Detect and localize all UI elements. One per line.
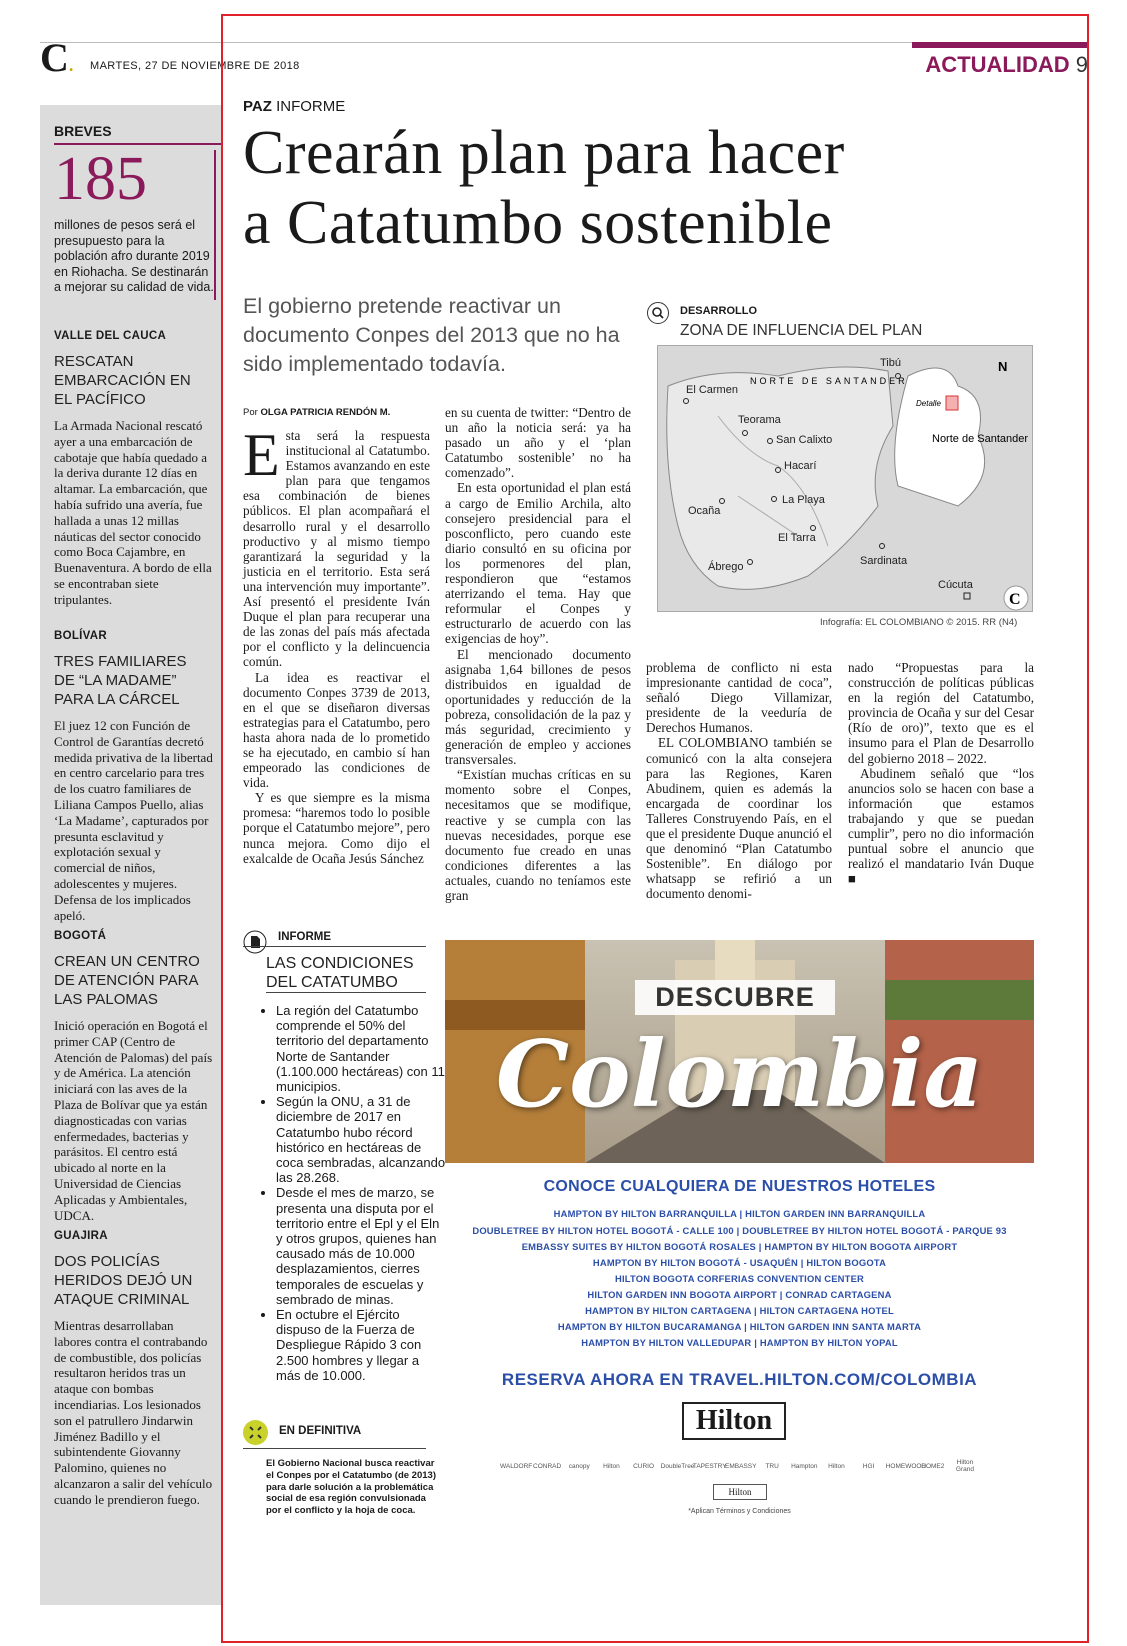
brief-headline: CREAN UN CENTRO DE ATENCIÓN PARA LAS PALOMAS [54,953,200,1008]
list-item: • Según la ONU, a 31 de diciembre de 2017 en Catatumbo hubo récord histórico en hectáreas de coca sembradas, alcanzando las 28.268. [276,1094,446,1185]
brief-region: BOGOTÁ [54,930,107,942]
brief-headline: TRES FAMILIARES DE “LA MADAME” PARA LA CÁRCEL [54,653,187,708]
informe-list [262,1003,446,1383]
number-caption: millones de pesos será el presupuesto para la población afro durante 2019 en Riohacha. Se destinarán a mejorar su calidad de vida. [54,218,214,294]
hilton-logo-small: Hilton [713,1484,767,1500]
list-item: • La región del Catatumbo comprende el 50% del territorio del departamento Norte de Santander (1.100.000 hectáreas) con 11 municipios. [276,1003,446,1094]
place-label: Ocaña [688,505,721,517]
brand-logo: EMBASSY [724,1462,757,1470]
definitiva-text: El Gobierno Nacional busca reactivar el Conpes por el Catatumbo (de 2013) para darle solución a la problemática social de esa región convulsionada por el conflicto y la hoja de coca. [266,1458,436,1517]
ad-hotel-line: HAMPTON BY HILTON VALLEDUPAR | HAMPTON BY HILTON YOPAL [581,1337,898,1348]
brief-body: Inició operación en Bogotá el primer CAP (Centro de Atención de Palomas) del país y de América. La atención iniciará con las aves de la Plaza de Bolívar que ya están diagnosticadas con varias enfermedades, bacterias y parásitos. El centro está ubicado al norte en la Universidad de Ciencias Aplicadas y Ambientales, UDCA. [54,1018,213,1223]
ad-descubre: DESCUBRE [635,980,835,1015]
ad-hotel-line: HAMPTON BY HILTON BUCARAMANGA | HILTON GARDEN INN SANTA MARTA [557,1321,922,1332]
hilton-logo: Hilton [682,1402,786,1440]
document-icon [243,930,267,959]
brand-logo: HGI [862,1462,875,1470]
north-label: N [998,359,1008,374]
map-graphic [658,346,1034,613]
brief-headline: DOS POLICÍAS HERIDOS DEJÓ UN ATAQUE CRIMINAL [54,1253,193,1308]
place-label: Sardinata [860,555,908,567]
place-label: Ábrego [708,561,744,573]
ad-hotel-line: HAMPTON BY HILTON CARTAGENA | HILTON CARTAGENA HOTEL [585,1305,894,1316]
article-column-4: nado “Propuestas para la construcción de políticas públicas en la región del Catatumbo, provincia de Ocaña y sur del Cesar (Río de oro)”, texto que es el insumo para el Plan de Desarrollo del gobierno 2018 – 2022. Abudinem señaló que “los anuncios solo se hacen con base a información que estamos trabajando y que se puedan cumplir”, pero no dio información puntual sobre el anuncio que realizó el mandatario Iván Duque ■ [848,660,1034,887]
ad-reserva-link[interactable]: RESERVA AHORA EN TRAVEL.HILTON.COM/COLOMBIA [501,1370,978,1389]
article-deck: El gobierno pretende reactivar un documento Conpes del 2013 que no ha sido implementado todavía. [243,294,620,376]
brand-logos [500,1453,980,1479]
brief-region: BOLÍVAR [54,630,107,642]
place-label: San Calixto [776,434,833,446]
brand-logo: CONRAD [533,1462,562,1470]
list-item: • En octubre el Ejército dispuso de la Fuerza de Despliegue Rápido 3 con 2.500 hombres y llegar a más de 10.000. [276,1307,446,1383]
region-label: NORTE DE SANTANDER [750,376,908,386]
ad-hotel-line: DOUBLETREE BY HILTON HOTEL BOGOTÁ - CALLE 100 | DOUBLETREE BY HILTON HOTEL BOGOTÁ - PARQUE 93 [472,1225,1007,1236]
brand-logo: TAPESTRY [692,1462,727,1470]
informe-rule [243,946,426,947]
place-label: Cúcuta [938,579,973,591]
drop-cap: E [243,422,280,488]
ad-hotel-line: HILTON GARDEN INN BOGOTA AIRPORT | CONRAD CARTAGENA [587,1289,892,1300]
brief-region: GUAJIRA [54,1230,108,1242]
place-label: Hacarí [784,460,817,472]
brand-logo: HOME2 [921,1462,945,1470]
informe-title: LAS CONDICIONES DEL CATATUMBO [266,955,414,991]
article-headline: Crearán plan para hacer a Catatumbo sostenible [243,119,845,257]
article-kicker: PAZ INFORME [243,98,346,115]
article-column-3: problema de conflicto ni esta impresionante cantidad de coca”, señaló Diego Villamizar, presidente de la veeduría de Derechos Humanos. EL COLOMBIANO también se comunicó con la alta consejera para las Regiones, Karen Abudinem, quien es además la encargada de coordinar los Talleres Construyendo País, en el que el presidente Duque anunció el que denominó “Plan Catatumbo Sostenible”. En diálogo por whatsapp se refirió a un documento denomi- [646,660,832,902]
place-label: Tibú [880,357,901,369]
page-number: 9 [1075,52,1088,77]
brand-logo: HOMEWOOD [885,1462,927,1470]
section-title: ACTUALIDAD 9 [925,52,1088,77]
map-kicker: DESARROLLO [680,305,757,317]
brand-logo: TRU [765,1462,779,1470]
map-logo: C [1009,591,1021,608]
ad-hotel-line: HAMPTON BY HILTON BARRANQUILLA | HILTON GARDEN INN BARRANQUILLA [553,1208,926,1219]
ad-terms: *Aplican Términos y Condiciones [688,1508,791,1515]
brand-logo: Hilton [603,1462,620,1470]
brand-logo: canopy [568,1462,590,1470]
brand-logo: Hampton [791,1462,818,1470]
brand-logo: Hilton Grand [955,1459,974,1473]
brief-region: VALLE DEL CAUCA [54,330,167,342]
list-item: • Desde el mes de marzo, se presenta una disputa por el territorio entre el Epl y el Eln y otros grupos, quienes han causado más de 10.000 desplazamientos, cierres temporales de escuelas y sembrado de minas. [276,1185,446,1307]
informe-kicker: INFORME [278,931,332,943]
region-map [657,345,1033,612]
hilton-advertisement[interactable] [445,940,1034,1534]
ad-colombia: Colombia [495,1020,984,1128]
ad-hotel-line: HILTON BOGOTA CORFERIAS CONVENTION CENTER [615,1273,864,1284]
breves-number: 185 [54,145,147,213]
place-label: El Tarra [778,532,816,544]
inset-detail-label: Detalle [916,399,941,408]
brand-logo: WALDORF [500,1462,533,1470]
brief-body: La Armada Nacional rescató ayer a una embarcación de cabotaje que había quedado a la deriva durante 12 días en altamar. La embarcación, que había sufrido una avería, fue hallada a unas 12 millas náuticas del sector conocido como Boca Cajambre, en Buenaventura. A bordo de ella se encontraban siete tripulantes. [54,418,212,607]
article-column-2: en su cuenta de twitter: “Dentro de un año la noticia será: ya ha pasado un año y el ‘plan Catatumbo sostenible’ no ha comenzado”. En esta oportunidad el plan está a cargo de Emilio Archila, alto consejero presidencial para el posconflicto, pero cuando este diario consultó en su oficina por los pormenores del plan, respondieron que “estamos aterrizando el tema. Hay que reformular el Conpes y estructurarlo de acuerdo con las exigencias de hoy”. El mencionado documento asignaba 1,64 billones de pesos distribuidos en igualdad de oportunidades y reducción de la pobreza, consolidación de la paz y más seguridad, crecimiento y generación de empleo y acciones transversales. “Existían muchas críticas en su momento sobre el Conpes, necesitamos que se modifique, reactive y se cumpla con las nuevas necesidades, porque ese documento fue creado en unas condiciones diferentes a las actuales, cuando no teníamos este gran [445,405,631,903]
article-column-1: Esta será la respuesta institucional al Catatumbo. Estamos avanzando en este plan para que tengamos esa combinación de bienes públicos. El plan acompañará el desarrollo rural y el desarrollo productivo y al mismo tiempo garantizará la seguridad y la justicia en el territorio. Esta será una intervención muy importante”. Así presentó el presidente Iván Duque el plan para recuperar una de las zonas del país más afectada por el conflicto y la delincuencia común. La idea es reactivar el documento Conpes 3739 de 2013, en el que se diseñaron diversas estrategias para el Catatumbo, pero hasta ahora nada de lo prometido se ha ejecutado, en cambio sí han empeorado las condiciones de vida. Y es que siempre es la misma promesa: “haremos todo lo posible porque el Catatumbo mejore”, pero nunca mejora. Como dijo el exalcalde de Ocaña Jesús Sánchez [243,422,430,866]
newspaper-logo: C. [40,35,74,80]
place-label: Teorama [738,414,781,426]
place-label: La Playa [782,494,825,506]
brand-logo: CURIO [633,1462,655,1470]
brand-logo: Hilton [828,1462,845,1470]
brief-headline: RESCATAN EMBARCACIÓN EN EL PACÍFICO [54,353,191,408]
ad-conoce: CONOCE CUALQUIERA DE NUESTROS HOTELES [543,1178,936,1195]
breves-label: BREVES [54,123,112,139]
brief-body: Mientras desarrollaban labores contra el contrabando de combustible, dos policías resultaron heridos tras un ataque con bombas incendiarias. Los lesionados son el patrullero Jindarwin Jiménez Badillo y el subintendente Giovanny Palomino, quienes no alcanzaron a salir del vehículo cuando le prendieron fuego. [54,1318,213,1507]
inset-region-label: Norte de Santander [932,433,1029,445]
definitiva-rule [243,1448,426,1449]
place-label: El Carmen [686,384,738,396]
summary-icon [243,1420,268,1445]
search-icon [647,302,669,324]
article-byline: Por OLGA PATRICIA RENDÓN M. [243,407,391,418]
number-rule [214,150,216,300]
definitiva-kicker: EN DEFINITIVA [279,1425,362,1437]
ad-hotel-line: EMBASSY SUITES BY HILTON BOGOTÁ ROSALES | HAMPTON BY HILTON BOGOTA AIRPORT [521,1241,958,1252]
informe-rule [266,992,426,993]
brief-body: El juez 12 con Función de Control de Garantías decretó medida privativa de la libertad en centro carcelario para tres de los cuatro familiares de Liliana Campos Puello, alias ‘La Madame’, capturados por presunta esclavitud y explotación sexual y comercial de niños, adolescentes y mujeres. Defensa de los implicados apeló. [54,718,213,923]
map-credit: Infografía: EL COLOMBIANO © 2015. RR (N4) [820,617,1018,628]
issue-date: MARTES, 27 DE NOVIEMBRE DE 2018 [90,60,300,72]
brand-logo: DoubleTree [660,1462,695,1470]
map-title: ZONA DE INFLUENCIA DEL PLAN [680,322,923,339]
ad-hotel-line: HAMPTON BY HILTON BOGOTÁ - USAQUÉN | HILTON BOGOTA [592,1257,887,1268]
